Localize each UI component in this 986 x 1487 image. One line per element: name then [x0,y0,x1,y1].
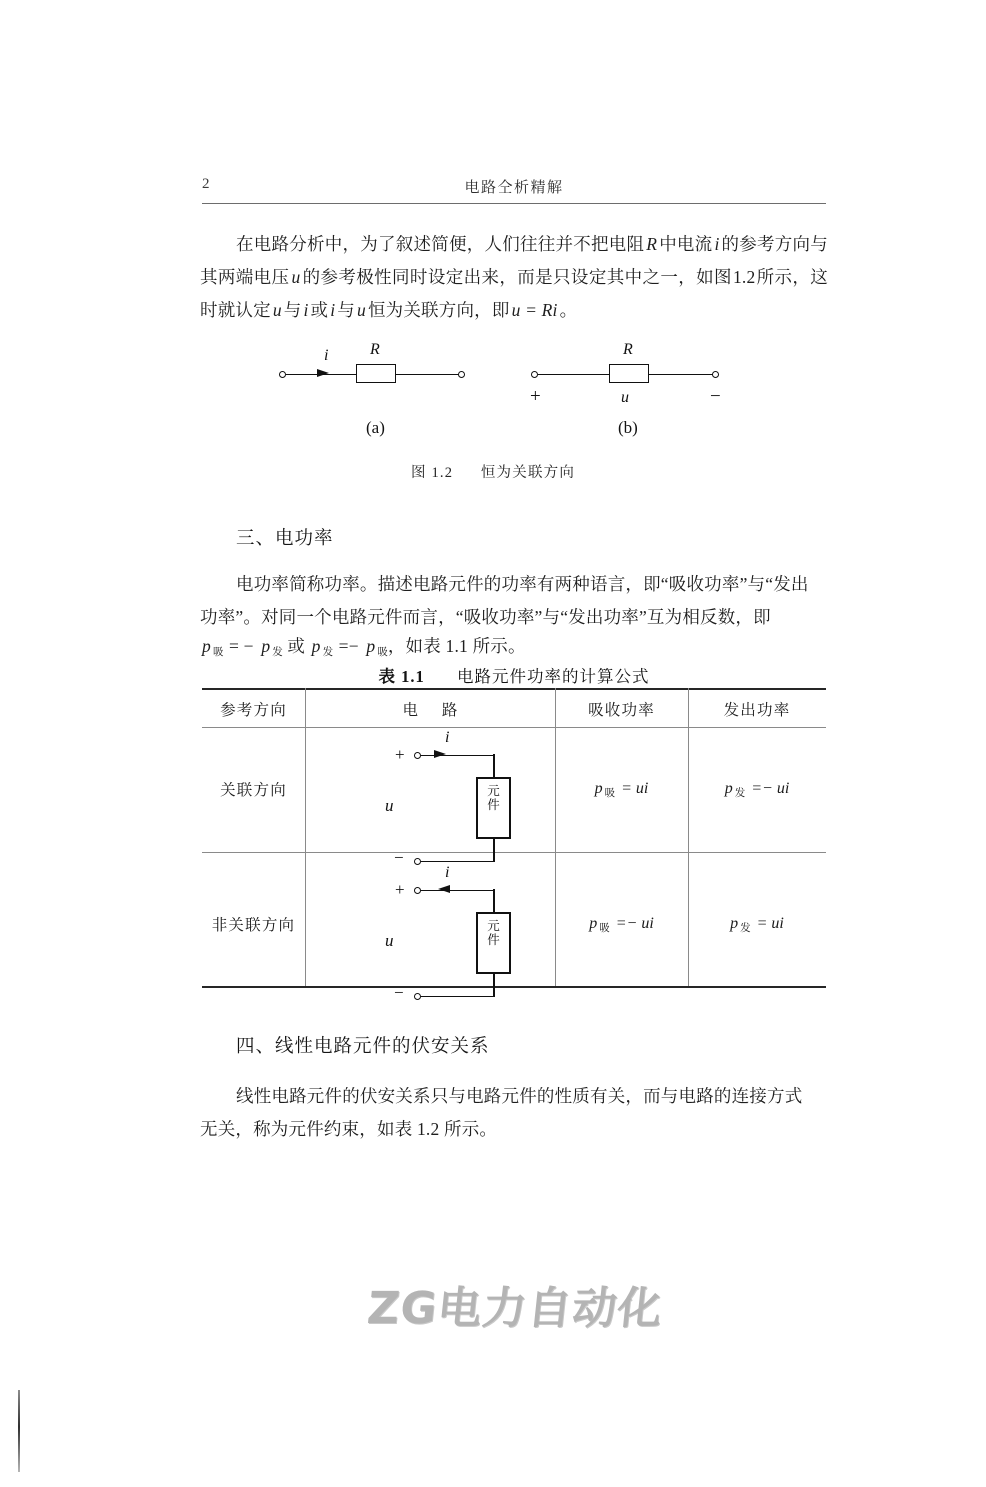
row-2-plus-sign: + [395,880,405,899]
table-title-text: 电路元件功率的计算公式 [457,667,650,686]
polarity-plus-b: + [530,386,541,407]
terminal-node-b-right [712,371,719,378]
table-row-2-direction: 非关联方向 [211,917,296,934]
wire-b-right [649,374,714,376]
intro-text-1: 在电路分析中，为了叙述简便，人们往往并不把电阻 [236,234,645,254]
table-row-1-delivered [688,780,826,800]
table-row-2-delivered [688,915,826,935]
row-1-voltage-label: u [385,796,394,815]
figure-sublabel-a: (a) [366,418,385,437]
conj-1: 与 [283,300,302,320]
power-symbol-1: p [202,636,211,656]
table-title-label: 表 1.1 [378,667,425,686]
row-1-delivered-p: p [724,780,733,797]
wire-b-left [538,374,610,376]
terminal-node-a-right [458,371,465,378]
power-subscript-4: 吸 [377,647,388,658]
symbol-i-3: i [330,300,336,320]
row-1-wire-bottom [421,861,495,863]
row-2-terminal-bottom [414,993,421,1000]
row-1-absorbed-sub: 吸 [604,788,616,799]
row-1-current-label: i [445,729,450,746]
formula-tail: ，如表 1.1 所示。 [387,636,526,656]
figure-caption [0,461,986,482]
table-col-divider-2 [555,688,556,986]
table-header-delivered: 发出功率 [723,702,791,719]
row-2-absorbed-rhs: =− ui [615,915,654,932]
intro-text-2: 中电流 [659,234,713,254]
row-2-minus-sign: − [394,983,404,1002]
power-subscript-1: 吸 [212,647,224,658]
section-4-paragraph-line-1 [200,1080,828,1113]
book-title: 电路仝析精解 [464,180,564,196]
symbol-u-2: u [272,300,282,320]
symbol-i: i [714,234,720,254]
intro-period: 。 [559,300,578,320]
table-col-divider-1 [305,688,306,986]
resistor-b [609,364,649,383]
row-1-delivered-sub: 发 [734,788,746,799]
row-1-minus-sign: − [394,848,404,867]
row-1-element-label-bottom: 件 [487,798,500,812]
current-label-a: i [324,347,329,364]
intro-text-3: 的参考方向与其两端电压 [200,234,828,287]
section-4-text-2: 无关，称为元件约束，如表 1.2 所示。 [200,1119,498,1139]
scan-artifact-mark [18,1390,20,1472]
table-row-1-direction: 关联方向 [220,782,287,799]
figure-caption-text: 恒为关联方向 [480,465,576,481]
row-1-wire-top [421,755,495,757]
row-1-plus-sign: + [395,745,405,764]
row-2-element-label-top: 元 [487,919,500,933]
row-2-terminal-top [414,887,421,894]
row-2-wire-bottom [421,996,495,998]
row-2-element-box [476,912,511,974]
formula-eq-2: =− [338,636,359,656]
resistor-a [356,364,396,383]
intro-text-5: 所示，这时就认定 [200,267,828,320]
row-2-current-arrow-icon [438,885,450,893]
row-2-voltage-label: u [385,931,394,950]
table-row-2-absorbed [555,915,688,935]
figure-reference: 1.2 [732,267,756,287]
resistor-label-a: R [370,341,380,358]
row-2-delivered-sub: 发 [740,923,751,934]
figure-caption-label: 图 1.2 [410,465,454,481]
row-2-element-label-bottom: 件 [487,933,500,947]
table-header-absorbed: 吸收功率 [588,702,655,719]
symbol-u-3: u [357,300,366,320]
row-1-wire-right-lower [493,838,495,862]
row-1-element-box [476,777,511,839]
row-1-terminal-bottom [414,858,421,865]
formula-conjunction: 或 [287,636,306,656]
table-title [202,663,826,687]
row-1-absorbed-rhs: = ui [621,780,649,797]
equation-ohms-law: u = Ri [511,300,558,320]
table-top-border [202,688,826,690]
power-symbol-3: p [311,636,321,656]
power-symbol-2: p [261,636,271,656]
row-2-absorbed-p: p [589,915,598,932]
section-4-paragraph-line-2 [200,1113,828,1146]
figure-sublabel-b: (b) [618,418,638,437]
conj-2: 与 [337,300,355,320]
section-4-text-1: 线性电路元件的伏安关系只与电路元件的性质有关，而与电路的连接方式 [236,1086,803,1106]
section-heading-3: 三、电功率 [236,529,334,549]
current-arrow-a-icon [317,369,329,377]
row-2-wire-top [421,890,495,892]
formula-eq-1: = − [229,636,254,656]
polarity-minus-b: − [710,386,721,407]
symbol-i-2: i [303,300,309,320]
intro-text-6: 恒为关联方向，即 [367,300,510,320]
table-row-1-absorbed [555,780,688,800]
intro-paragraph [200,228,828,327]
watermark-logo: ZG电力自动化 [364,1283,666,1334]
row-1-absorbed-p: p [594,780,603,797]
table-header-divider [202,727,826,728]
section-3-text-1: 电功率简称功率。描述电路元件的功率有两种语言，即“吸收功率”与“发出 [236,574,809,594]
page-number: 2 [202,176,210,192]
row-1-delivered-rhs: =− ui [751,780,790,797]
section-3-paragraph-line-1 [200,568,828,601]
table-row-divider [202,852,826,853]
table-header-circuit: 电 路 [402,702,468,719]
terminal-node-a-left [279,371,286,378]
row-2-delivered-rhs: = ui [756,915,784,932]
row-1-current-arrow-icon [434,750,446,758]
power-subscript-2: 发 [272,647,283,658]
table-header-direction: 参考方向 [220,702,287,719]
intro-text-4: 的参考极性同时设定出来，而是只设定其中之一，如图 [302,267,732,287]
row-1-wire-right-upper [493,754,495,778]
resistor-label-b: R [623,341,633,358]
symbol-R: R [646,234,658,254]
row-2-wire-right-lower [493,973,495,997]
row-2-current-label: i [445,864,450,881]
row-2-absorbed-sub: 吸 [599,923,610,934]
row-1-terminal-top [414,752,421,759]
power-subscript-3: 发 [322,647,334,658]
symbol-u: u [291,267,301,287]
section-3-text-2: 功率”。对同一个电路元件而言，“吸收功率”与“发出功率”互为相反数，即 [200,607,771,627]
row-2-delivered-p: p [730,915,739,932]
table-col-divider-3 [688,688,689,986]
power-symbol-4: p [366,636,376,656]
table-bottom-border [202,986,826,988]
terminal-node-b-left [531,371,538,378]
section-heading-4: 四、线性电路元件的伏安关系 [236,1037,490,1057]
row-2-wire-right-upper [493,889,495,913]
running-head [202,176,826,200]
table-1-1 [202,688,826,1002]
voltage-label-b: u [621,389,629,406]
row-1-element-label-top: 元 [487,784,500,798]
header-divider [202,203,826,204]
wire-a-right [396,374,460,376]
conj-or: 或 [310,300,329,320]
